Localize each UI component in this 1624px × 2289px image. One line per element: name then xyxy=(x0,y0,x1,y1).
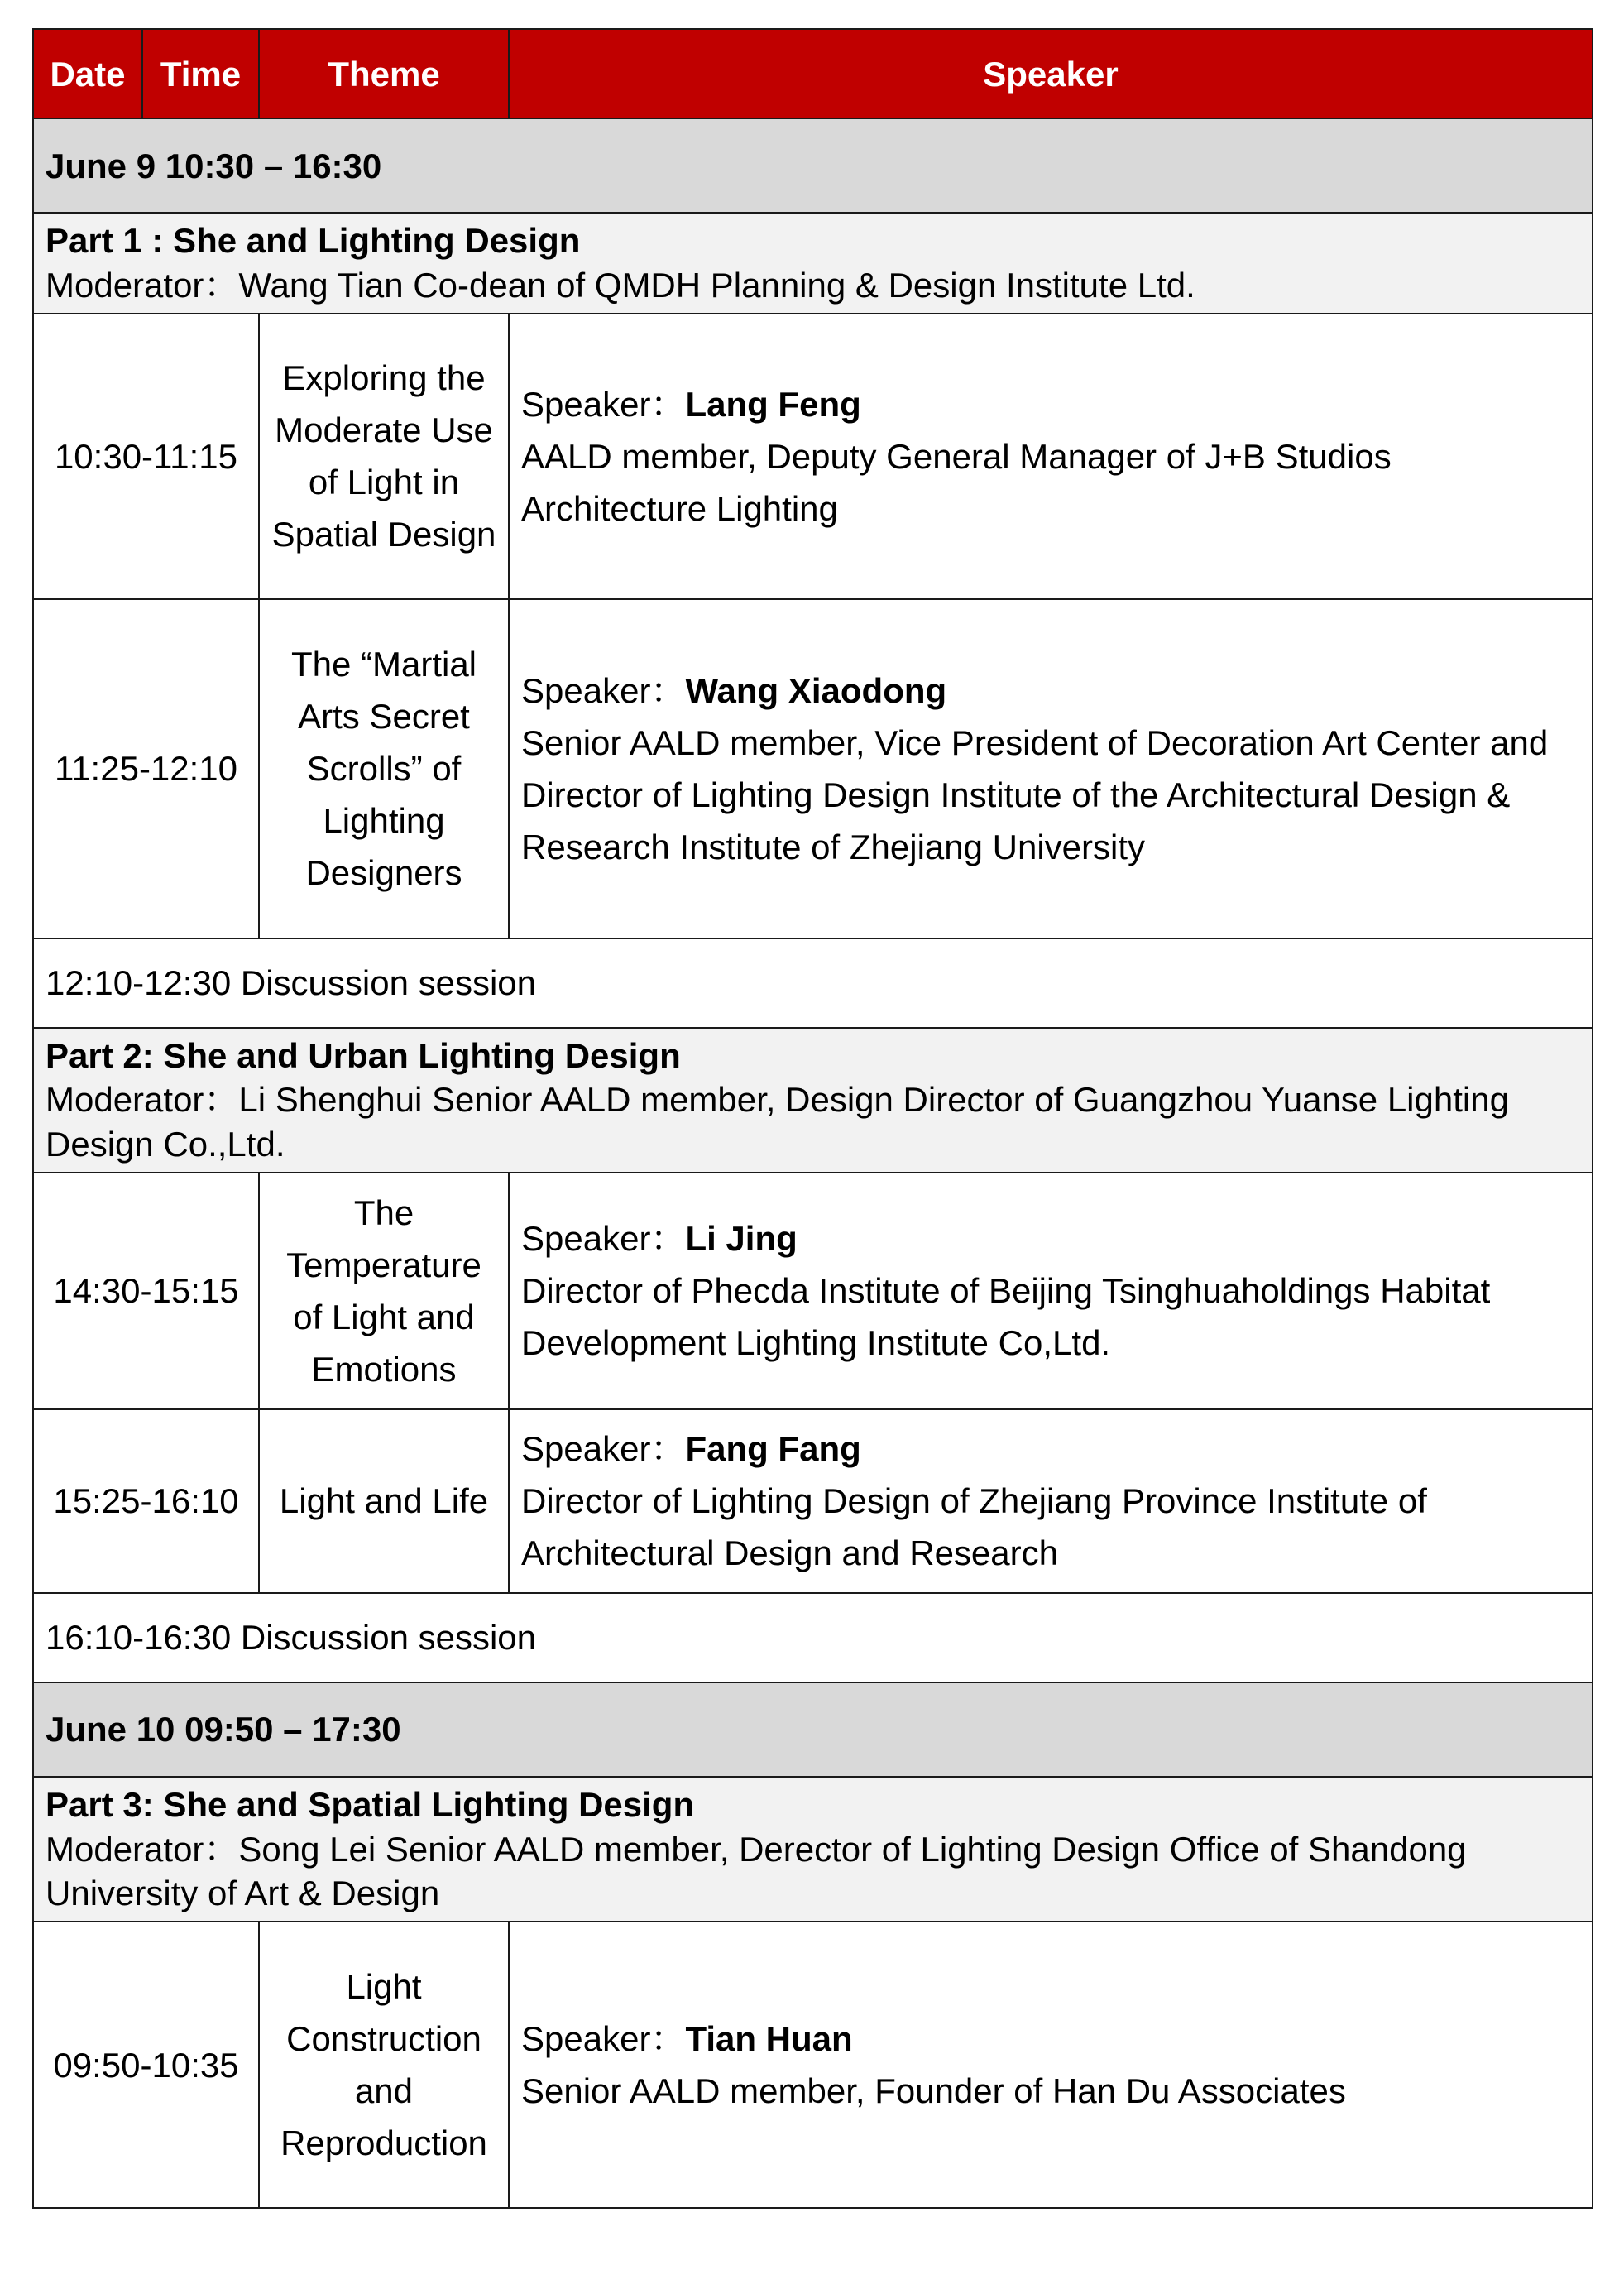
session-row xyxy=(33,314,1593,599)
session-theme: Exploring the Moderate Use of Light in Spatial Design xyxy=(259,314,509,599)
header-row xyxy=(33,29,1593,118)
discussion-row xyxy=(33,938,1593,1028)
part-cell xyxy=(33,213,1593,314)
speaker-prefix: Speaker： xyxy=(521,670,686,710)
speaker-desc: Director of Lighting Design of Zhejiang Province Institute of Architectural Design and Research xyxy=(521,1481,1427,1573)
speaker-prefix: Speaker： xyxy=(521,1429,686,1469)
part-title: Part 2: She and Urban Lighting Design xyxy=(46,1035,681,1075)
session-theme: Light and Life xyxy=(259,1409,509,1593)
session-theme: The Temperature of Light and Emotions xyxy=(259,1173,509,1409)
moderator-text: Moderator：Li Shenghui Senior AALD member, Design Director of Guangzhou Yuanse Lighting Design Co.,Ltd. xyxy=(46,1080,1509,1164)
speaker-line xyxy=(521,665,1580,717)
session-time: 10:30-11:15 xyxy=(33,314,259,599)
discussion-row xyxy=(33,1593,1593,1682)
header-speaker: Speaker xyxy=(509,29,1593,118)
part-cell xyxy=(33,1028,1593,1173)
session-time: 15:25-16:10 xyxy=(33,1409,259,1593)
speaker-name: Fang Fang xyxy=(685,1429,861,1469)
header-date: Date xyxy=(33,29,142,118)
day-row xyxy=(33,1682,1593,1777)
session-row xyxy=(33,1173,1593,1409)
session-speaker xyxy=(509,1922,1593,2208)
session-time: 09:50-10:35 xyxy=(33,1922,259,2208)
speaker-prefix: Speaker： xyxy=(521,2019,686,2058)
speaker-name: Li Jing xyxy=(685,1219,798,1259)
speaker-line xyxy=(521,1212,1580,1264)
header-time: Time xyxy=(142,29,259,118)
part-row xyxy=(33,1777,1593,1922)
session-row xyxy=(33,1409,1593,1593)
session-speaker xyxy=(509,1173,1593,1409)
session-theme: Light Construction and Reproduction xyxy=(259,1922,509,2208)
part-cell xyxy=(33,1777,1593,1922)
speaker-desc: Director of Phecda Institute of Beijing Tsinghuaholdings Habitat Development Lighting Institute Co,Ltd. xyxy=(521,1271,1491,1363)
speaker-name: Lang Feng xyxy=(685,384,861,424)
day-label: June 9 10:30 – 16:30 xyxy=(33,118,1593,213)
speaker-prefix: Speaker： xyxy=(521,1219,686,1259)
session-row xyxy=(33,599,1593,938)
discussion-text: 16:10-16:30 Discussion session xyxy=(33,1593,1593,1682)
day-row xyxy=(33,118,1593,213)
speaker-desc: AALD member, Deputy General Manager of J+B Studios Architecture Lighting xyxy=(521,436,1392,528)
session-speaker xyxy=(509,599,1593,938)
moderator-text: Moderator：Wang Tian Co-dean of QMDH Planning & Design Institute Ltd. xyxy=(46,265,1195,305)
part-title: Part 1 : She and Lighting Design xyxy=(46,221,581,260)
speaker-line xyxy=(521,2013,1580,2065)
session-speaker xyxy=(509,1409,1593,1593)
session-time: 14:30-15:15 xyxy=(33,1173,259,1409)
session-speaker xyxy=(509,314,1593,599)
session-row xyxy=(33,1922,1593,2208)
speaker-name: Wang Xiaodong xyxy=(685,670,947,710)
schedule-table xyxy=(32,28,1593,2209)
speaker-desc: Senior AALD member, Vice President of Decoration Art Center and Director of Lighting Design Institute of the Architectural Design & Research Institute of Zhejiang University xyxy=(521,722,1549,866)
moderator-text: Moderator：Song Lei Senior AALD member, Derector of Lighting Design Office of Shandong University of Art & Design xyxy=(46,1829,1467,1913)
speaker-line xyxy=(521,1423,1580,1475)
session-theme: The “Martial Arts Secret Scrolls” of Lighting Designers xyxy=(259,599,509,938)
part-title: Part 3: She and Spatial Lighting Design xyxy=(46,1784,695,1824)
speaker-desc: Senior AALD member, Founder of Han Du Associates xyxy=(521,2071,1346,2110)
header-theme: Theme xyxy=(259,29,509,118)
discussion-text: 12:10-12:30 Discussion session xyxy=(33,938,1593,1028)
part-row xyxy=(33,1028,1593,1173)
speaker-line xyxy=(521,378,1580,430)
speaker-prefix: Speaker： xyxy=(521,384,686,424)
speaker-name: Tian Huan xyxy=(685,2019,853,2058)
day-label: June 10 09:50 – 17:30 xyxy=(33,1682,1593,1777)
session-time: 11:25-12:10 xyxy=(33,599,259,938)
part-row xyxy=(33,213,1593,314)
